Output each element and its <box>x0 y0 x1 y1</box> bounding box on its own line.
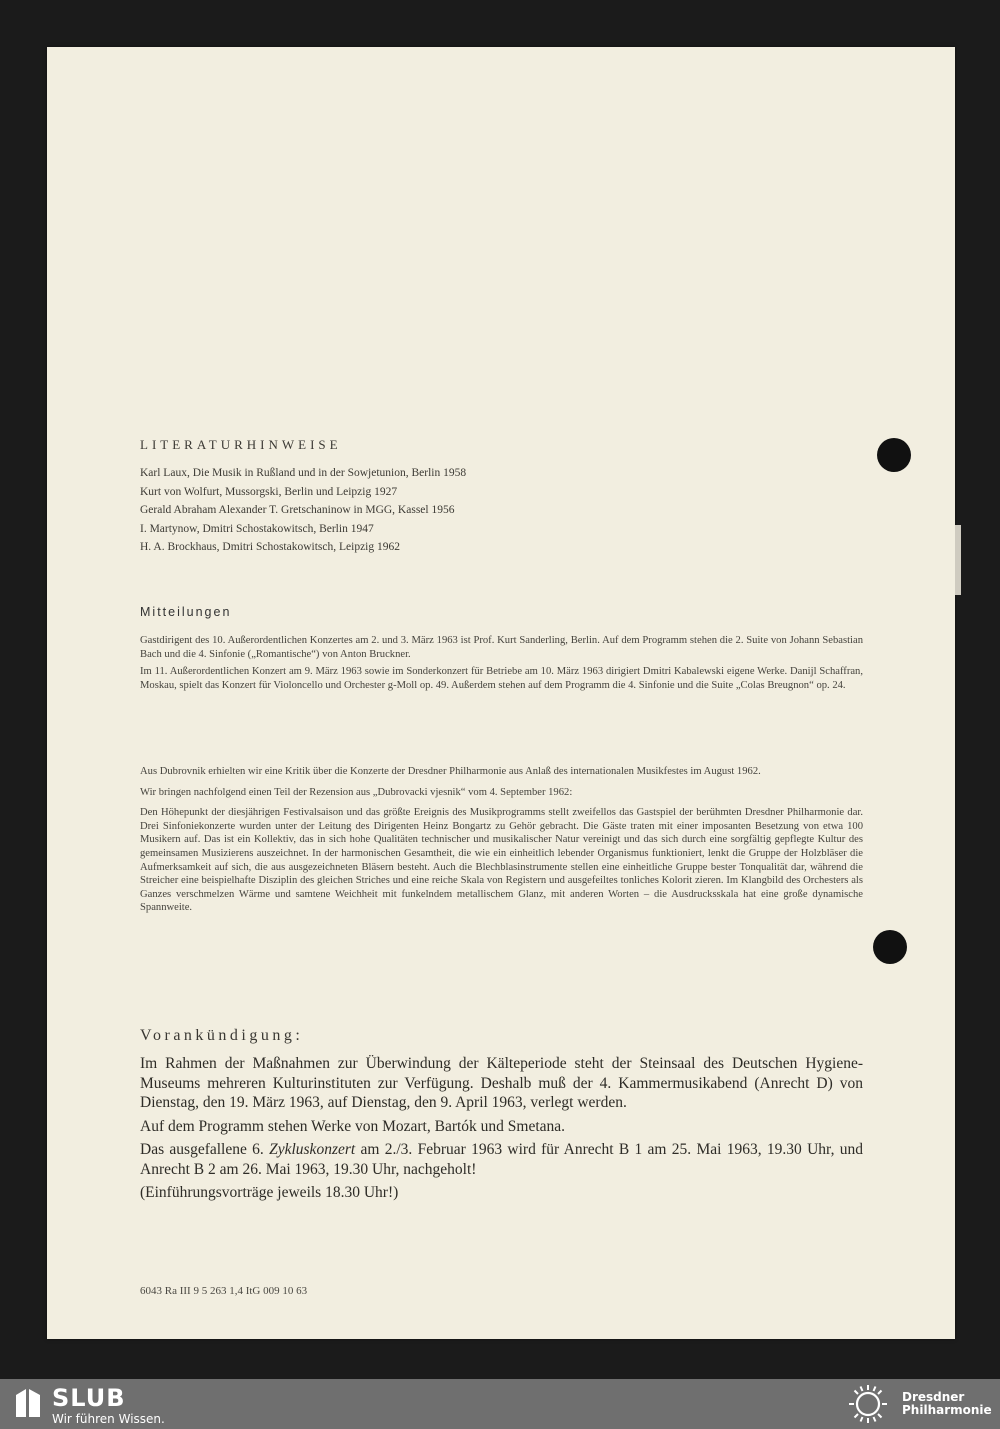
vorankuendigung-body <box>140 1054 863 1207</box>
mitteilungen-paragraph: Wir bringen nachfolgend einen Teil der Rezension aus „Dubrovacki vjesnik“ vom 4. September 1962: <box>140 786 573 798</box>
slub-tagline: Wir führen Wissen. <box>52 1412 165 1426</box>
philharmonie-logo-icon <box>842 1383 894 1425</box>
mitteilungen-paragraph: Im 11. Außerordentlichen Konzert am 9. März 1963 sowie im Sonderkonzert für Betriebe am 10. März 1963 dirigiert Dmitri Kabalewski eigene Werke. Danijl Schaffran, Moskau, spielt das Konzert für Violoncello und Orchester g-Moll op. 49. Außerdem stehen auf dem Programm die 4. Sinfonie und die Suite „Colas Breugnon“ op. 24. <box>140 666 863 691</box>
mitteilungen-section-2 <box>140 765 863 919</box>
mitteilungen-heading: Mitteilungen <box>140 605 232 619</box>
philharmonie-line-1: Dresdner <box>902 1390 965 1404</box>
literatur-item: Karl Laux, Die Musik in Rußland und in der Sowjetunion, Berlin 1958 <box>140 467 467 479</box>
punch-hole-top <box>877 438 911 472</box>
announcement-text: Das ausgefallene 6. <box>140 1141 270 1158</box>
announcement-text: am 2./3. Februar 1963 wird für Anrecht B 1 am 25. Mai 1963, 19.30 Uhr, und Anrecht B 2 am 26. Mai 1963, 19.30 Uhr, nachgeholt! <box>140 1141 863 1178</box>
philharmonie-logo-text[interactable] <box>902 1391 992 1417</box>
announcement-paragraph: (Einführungsvorträge jeweils 18.30 Uhr!) <box>140 1184 399 1201</box>
literatur-list <box>140 464 863 557</box>
announcement-paragraph <box>140 1140 863 1179</box>
literatur-item: I. Martynow, Dmitri Schostakowitsch, Berlin 1947 <box>140 522 374 535</box>
literatur-item: Gerald Abraham Alexander T. Gretschaninow in MGG, Kassel 1956 <box>140 504 455 516</box>
mitteilungen-paragraph: Gastdirigent des 10. Außerordentlichen Konzertes am 2. und 3. März 1963 ist Prof. Kurt Sanderling, Berlin. Auf dem Programm stehen die 2. Suite von Johann Sebastian Bach und die 4. Sinfonie („Romantische“) von Anton Bruckner. <box>140 635 863 660</box>
mitteilungen-section-1 <box>140 634 863 696</box>
announcement-paragraph: Im Rahmen der Maßnahmen zur Überwindung der Kälteperiode steht der Steinsaal des Deutschen Hygiene-Museums mehreren Kulturinstituten zur Verfügung. Deshalb muß der 4. Kammermusikabend (Anrecht D) von Dienstag, den 19. März 1963, auf Dienstag, den 9. April 1963, verlegt werden. <box>140 1055 863 1111</box>
page-edge-tab <box>955 525 961 595</box>
slub-logo-text[interactable]: SLUB <box>52 1384 126 1412</box>
footer-bar <box>0 1379 1000 1429</box>
announcement-italic: Zykluskonzert <box>269 1141 356 1158</box>
literatur-item: Kurt von Wolfurt, Mussorgski, Berlin und Leipzig 1927 <box>140 485 398 498</box>
print-code: 6043 Ra III 9 5 263 1,4 ItG 009 10 63 <box>140 1285 308 1297</box>
mitteilungen-paragraph: Aus Dubrovnik erhielten wir eine Kritik über die Konzerte der Dresdner Philharmonie aus Anlaß des internationalen Musikfestes im August 1962. <box>140 766 761 777</box>
vorankuendigung-heading: Vorankündigung: <box>140 1027 304 1044</box>
literatur-item: H. A. Brockhaus, Dmitri Schostakowitsch, Leipzig 1962 <box>140 541 400 553</box>
punch-hole-bottom <box>873 930 907 964</box>
philharmonie-line-2: Philharmonie <box>902 1403 992 1417</box>
announcement-paragraph: Auf dem Programm stehen Werke von Mozart, Bartók und Smetana. <box>140 1117 566 1135</box>
literatur-heading: LITERATURHINWEISE <box>140 437 342 452</box>
review-excerpt: Den Höhepunkt der diesjährigen Festivalsaison und das größte Ereignis des Musikprogramms stellt zweifellos das Gastspiel der berühmten Dresdner Philharmonie dar. Drei Sinfoniekonzerte wurden unter der Leitung des Dirigenten Heinz Bongartz zu Gehör gebracht. Die Gäste traten mit einer imposanten Besetzung von etwa 100 Musikern auf. Das ist ein Kollektiv, das in sich hohe Qualitäten technischer und musikalischer Natur vereinigt und das sich durch eine sorgfältig gepflegte Kultur des gemeinsamen Musizierens auszeichnet. In der harmonischen Gesamtheit, die wie ein einheitlich lebender Organismus funktioniert, lenkt die Gruppe der Holzbläser die Aufmerksamkeit auf sich, die aus ausgezeichneten Bläsern besteht. Auch die Blechblasinstrumente stellen eine einheitliche Gruppe bester Tonqualität dar, während die Streicher eine beispielhafte Disziplin des gleichen Striches und eine reiche Skala von Registern und ausgefeiltes tonliches Kolorit zieren. Im Klangbild des Orchesters als Ganzes verschmelzen Wärme und samtene Weichheit mit funkelndem metallischem Glanz, mit anderen Worten – die Ausdrucksskala hat eine große dynamische Spannweite. <box>140 807 863 914</box>
slub-logo-icon <box>14 1387 42 1419</box>
